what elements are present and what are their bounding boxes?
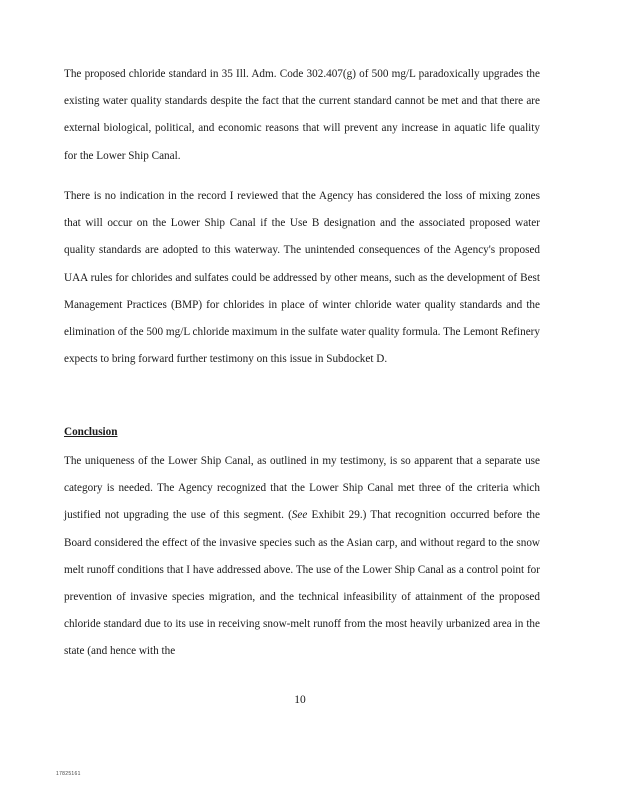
- paragraph-chloride-standard: The proposed chloride standard in 35 Ill. Adm. Code 302.407(g) of 500 mg/L paradoxically upgrades the existing water quality standards despite the fact that the current standard cannot be met and that there are external biological, political, and economic reasons that will prevent any increase in aquatic life quality for the Lower Ship Canal.: [64, 68, 540, 162]
- document-id: 17825161: [56, 771, 81, 777]
- page-number: 10: [294, 694, 306, 706]
- citation-signal: See: [291, 509, 308, 522]
- paragraph-conclusion: [64, 448, 540, 666]
- conclusion-text-start: The uniqueness of the Lower Ship Canal, as outlined in my testimony, is so apparent that a separate use category is needed. The Agency recognized that the Lower Ship Canal met three of the criteria which justified not upgrading the use of this segment. (: [64, 455, 540, 522]
- section-heading-conclusion: Conclusion: [64, 426, 118, 438]
- conclusion-text-end: Exhibit 29.) That recognition occurred before the Board considered the effect of the invasive species such as the Asian carp, and without regard to the snow melt runoff conditions that I have addressed above. The use of the Lower Ship Canal as a control point for prevention of invasive species migration, and the technical infeasibility of attainment of the proposed chloride standard due to its use in receiving snow-melt runoff from the most heavily urbanized area in the state (and hence with the: [64, 509, 540, 658]
- paragraph-mixing-zones: There is no indication in the record I reviewed that the Agency has considered the loss of mixing zones that will occur on the Lower Ship Canal if the Use B designation and the associated proposed water quality standards are adopted to this waterway. The unintended consequences of the Agency's proposed UAA rules for chlorides and sulfates could be addressed by other means, such as the development of Best Management Practices (BMP) for chlorides in place of winter chloride water quality standards and the elimination of the 500 mg/L chloride maximum in the sulfate water quality formula. The Lemont Refinery expects to bring forward further testimony on this issue in Subdocket D.: [64, 190, 540, 366]
